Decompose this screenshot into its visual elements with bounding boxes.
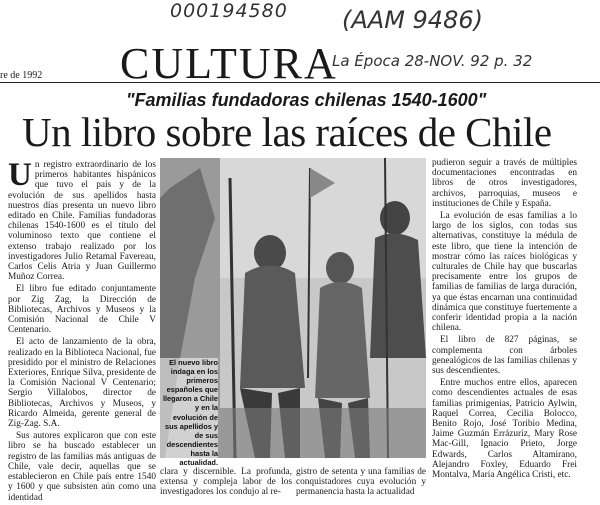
section-title: CULTURA bbox=[120, 39, 338, 88]
col3-paragraph: La evolución de esas familias a lo largo de los siglos, con todas sus alternativas, constituye la médula de este libro, que tiene la intención de mostrar cómo las raíces biológicas y culturales de Chile hay que buscarlas precisamente entre los grupos de familias de familias de larga duración, ya que éstas encarnan una continuidad dinámica que constituye fuertemente a conferir identidad propia a la nación chilena. bbox=[432, 211, 577, 334]
dropcap: U bbox=[8, 157, 32, 193]
archive-code-right: (AAM 9486) bbox=[342, 6, 483, 34]
col3-paragraph: pudieron seguir a través de múltiples documentaciones encontradas en libros de otros investigadores, archivos, parroquias, museos e instituciones de Chile y España. bbox=[432, 158, 577, 209]
kicker: "Familias fundadoras chilenas 1540-1600" bbox=[126, 90, 487, 110]
photo-caption: El nuevo libro indaga en los primeros españoles que llegaron a Chile y en la evolución de sus apellidos y de sus descendientes hasta la actualidad. bbox=[160, 358, 218, 467]
headline: Un libro sobre las raíces de Chile bbox=[22, 109, 552, 155]
archive-code-left: 000194580 bbox=[170, 0, 288, 22]
col1-paragraph: El libro fue editado conjuntamente por Zig Zag, la Dirección de Bibliotecas, Archivos y Museos y la Comisión Nacional de Chile V Centenario. bbox=[8, 284, 156, 336]
col1-paragraph: El acto de lanzamiento de la obra, realizado en la Biblioteca Nacional, fue presidido por el ministro de Relaciones Exteriores, Enrique Silva, presidente de la Comisión Nacional V Centenario; Sergio Villalobos, director de Bibliotecas, Archivos y Museos, y Ricardo Almeida, gerente general de Zig-Zag. S.A. bbox=[8, 337, 156, 430]
date-fragment: re de 1992 bbox=[0, 70, 43, 81]
below-photo-text-2: gistro de setenta y una familias de conquistadores cuya evolución y permanencia hasta la actualidad bbox=[296, 467, 426, 498]
source-note: La Época 28-NOV. 92 p. 32 bbox=[332, 52, 533, 70]
column-1 bbox=[8, 157, 156, 505]
col1-paragraph: Sus autores explicaron que con este libro se ha buscado establecer un registro de las familias más antiguas de Chile, vale decir, aquellas que se establecieron en Chile país entre 1540 y 1600 y que subsisten aún como una identidad bbox=[8, 431, 156, 503]
col3-paragraph: Entre muchos entre ellos, aparecen como descendientes actuales de esas familias primigenias, Patricio Aylwin, Raquel Correa, Cecilia Bolocco, Benito Rojo, José Toribio Medina, Jaime Guzmán Errázuriz, Mary Rose Mac-Gill, Ignacio Prieto, Jorge Edwards, Carlos Altamirano, Alejandro Foxley, Eduardo Frei Montalva, María Angélica Cristi, etc. bbox=[432, 378, 577, 481]
col3-paragraph: El libro de 827 páginas, se complementa con árboles genealógicos de las familias chilenas y sus descendientes. bbox=[432, 335, 577, 377]
column-3 bbox=[432, 158, 577, 482]
below-photo-text-1: clara y discernible. La profunda, extensa y compleja labor de los investigadores los condujo al re- bbox=[160, 467, 292, 498]
col1-paragraph: n registro extraordinario de los primeros habitantes hispánicos que tuvo el país y de la evolución de sus apellidos hasta nuestros días presenta un nuevo libro editado en Chile. Familias fundadoras chilenas 1540-1600 es el título del voluminoso texto que contiene el extenso trabajo realizado por los investigadores Julio Retamal Favereau, Carlos Celis Atria y Juan Guillermo Muñoz Correa. bbox=[8, 160, 156, 283]
